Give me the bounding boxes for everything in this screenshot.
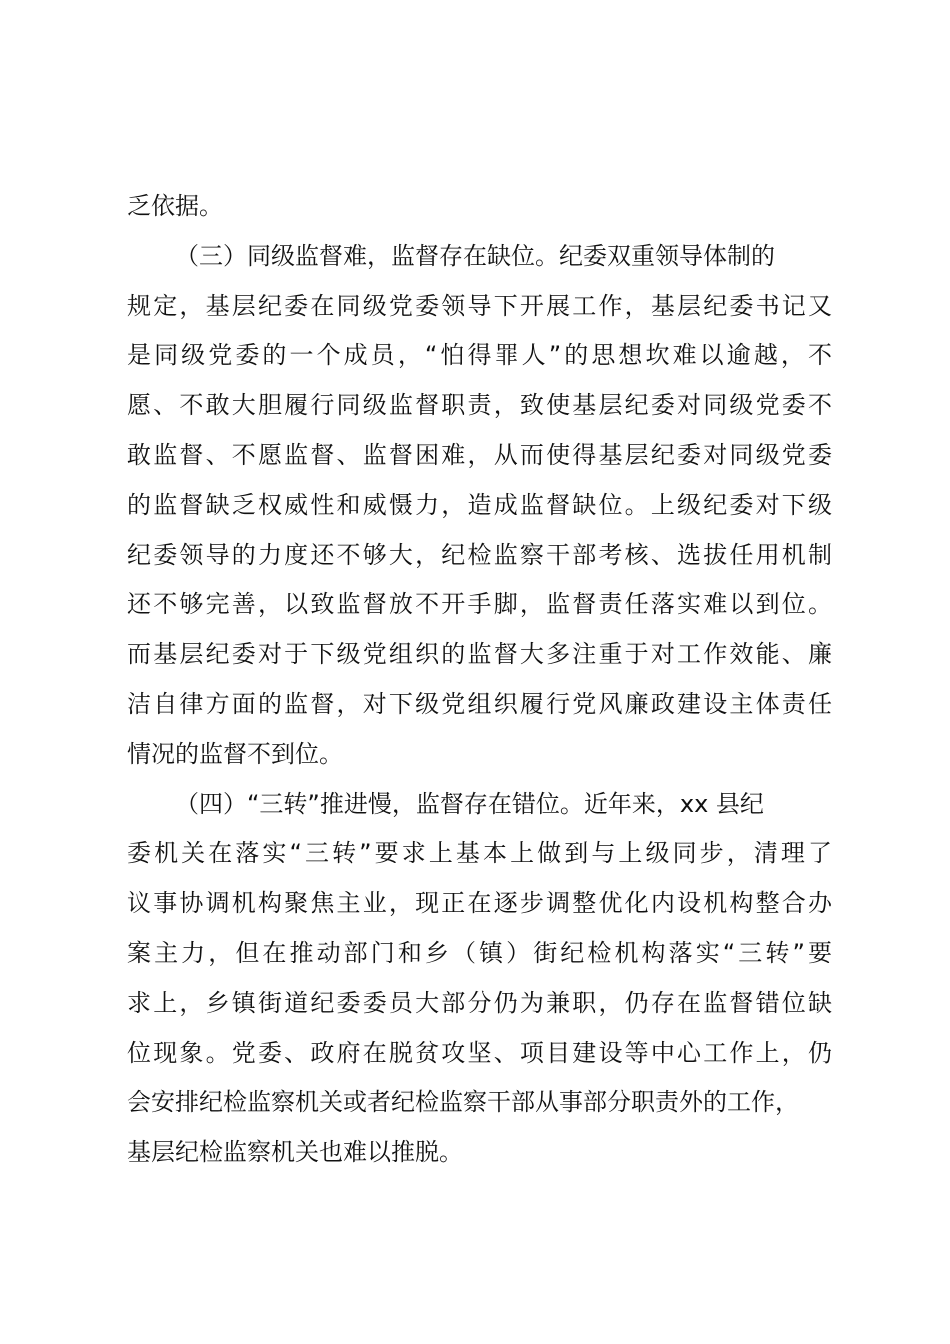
text-line: 纪委领导的力度还不够大，纪检监察干部考核、选拔任用机制 (127, 540, 832, 569)
text-line: （三）同级监督难，监督存在缺位。纪委双重领导体制的 (175, 241, 775, 270)
text-line: 愿、不敢大胆履行同级监督职责，致使基层纪委对同级党委不 (127, 391, 832, 420)
text-line: 基层纪检监察机关也难以推脱。 (127, 1138, 463, 1167)
text-line: 还不够完善，以致监督放不开手脚，监督责任落实难以到位。 (127, 590, 832, 619)
text-line: 的监督缺乏权威性和威慑力，造成监督缺位。上级纪委对下级 (127, 490, 832, 519)
text-line: 情况的监督不到位。 (127, 739, 343, 768)
text-line: 位现象。党委、政府在脱贫攻坚、项目建设等中心工作上，仍 (127, 1038, 832, 1067)
paragraph-1 (127, 182, 832, 232)
text-line: （四）“三转”推进慢，监督存在错位。近年来，xx 县纪 (175, 789, 764, 818)
text-line: 委机关在落实“三转”要求上基本上做到与上级同步，清理了 (127, 839, 832, 868)
text-line: 乏依据。 (127, 192, 223, 220)
text-line: 而基层纪委对于下级党组织的监督大多注重于对工作效能、廉 (127, 640, 832, 669)
text-line: 规定，基层纪委在同级党委领导下开展工作，基层纪委书记又 (127, 291, 832, 320)
text-line: 案主力，但在推动部门和乡（镇）街纪检机构落实“三转”要 (127, 938, 832, 967)
text-line: 是同级党委的一个成员，“怕得罪人”的思想坎难以逾越，不 (127, 341, 832, 370)
paragraph-2 (127, 232, 832, 780)
text-line: 求上，乡镇街道纪委委员大部分仍为兼职，仍存在监督错位缺 (127, 988, 832, 1017)
document-body (127, 182, 832, 1178)
text-line: 议事协调机构聚焦主业，现正在逐步调整优化内设机构整合办 (127, 889, 832, 918)
text-line: 敢监督、不愿监督、监督困难，从而使得基层纪委对同级党委 (127, 440, 832, 469)
text-line: 洁自律方面的监督，对下级党组织履行党风廉政建设主体责任 (127, 689, 832, 718)
text-line: 会安排纪检监察机关或者纪检监察干部从事部分职责外的工作， (127, 1088, 799, 1117)
paragraph-3 (127, 780, 832, 1178)
